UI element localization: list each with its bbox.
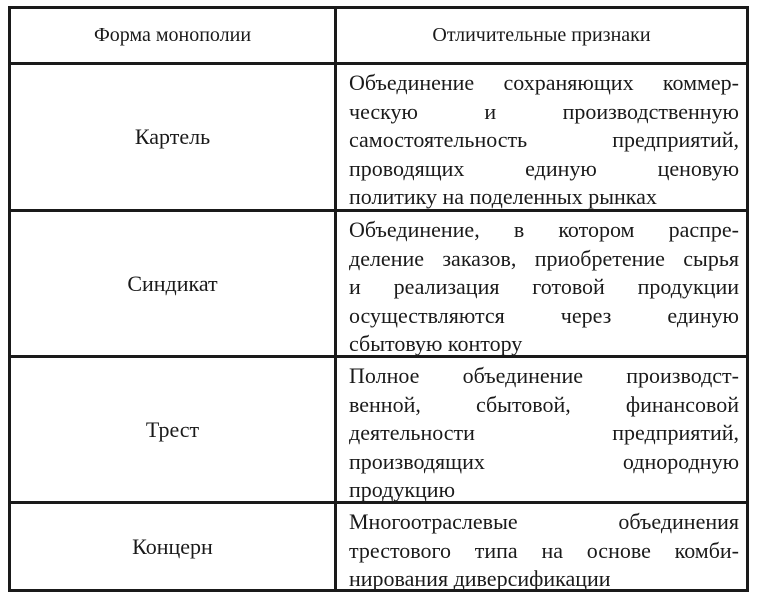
features-line: Полное объединение производст-: [349, 363, 739, 388]
features-line: проводящих единую ценовую: [349, 155, 739, 181]
features-line: самостоятельность предприятий,: [349, 127, 739, 152]
form-cell: Синдикат: [127, 270, 218, 296]
table-row-sindikat: [11, 212, 746, 358]
table-row-koncern: [11, 504, 746, 589]
features-line: Объединение, в котором распре-: [349, 217, 739, 242]
features-line: венной, сбытовой, финансовой: [349, 391, 739, 417]
features-line: политику на поделенных рынках: [349, 184, 657, 209]
features-line: продукцию: [349, 477, 456, 502]
form-cell: Картель: [134, 124, 211, 149]
table-row-kartel: [11, 65, 746, 212]
header-form-label: Форма монополии: [93, 24, 252, 46]
features-line: нирования диверсификации: [349, 566, 611, 591]
features-cell: [349, 69, 739, 212]
features-cell: [349, 216, 739, 359]
features-line: Многоотраслевые объединения: [349, 509, 739, 534]
table-header: [11, 9, 746, 65]
header-features-label: Отличительные признаки: [432, 24, 651, 46]
features-line: осуществляются через единую: [349, 302, 739, 328]
features-cell: [349, 508, 739, 594]
features-line: ческую и производственную: [349, 98, 739, 124]
features-line: деление заказов, приобретение сырья: [349, 245, 739, 271]
features-line: трестового типа на основе комби-: [349, 537, 739, 563]
features-line: деятельности предприятий,: [349, 420, 739, 445]
features-line: сбытовую контору: [349, 331, 523, 356]
form-cell: Концерн: [132, 533, 213, 559]
features-line: производящих однородную: [349, 448, 739, 474]
form-cell: Трест: [145, 416, 200, 442]
monopoly-forms-table: [8, 6, 749, 592]
features-line: и реализация готовой продукции: [349, 274, 739, 299]
table-row-trest: [11, 358, 746, 504]
features-cell: [349, 362, 739, 505]
column-divider: [334, 9, 337, 589]
features-line: Объединение сохраняющих коммер-: [349, 70, 739, 95]
